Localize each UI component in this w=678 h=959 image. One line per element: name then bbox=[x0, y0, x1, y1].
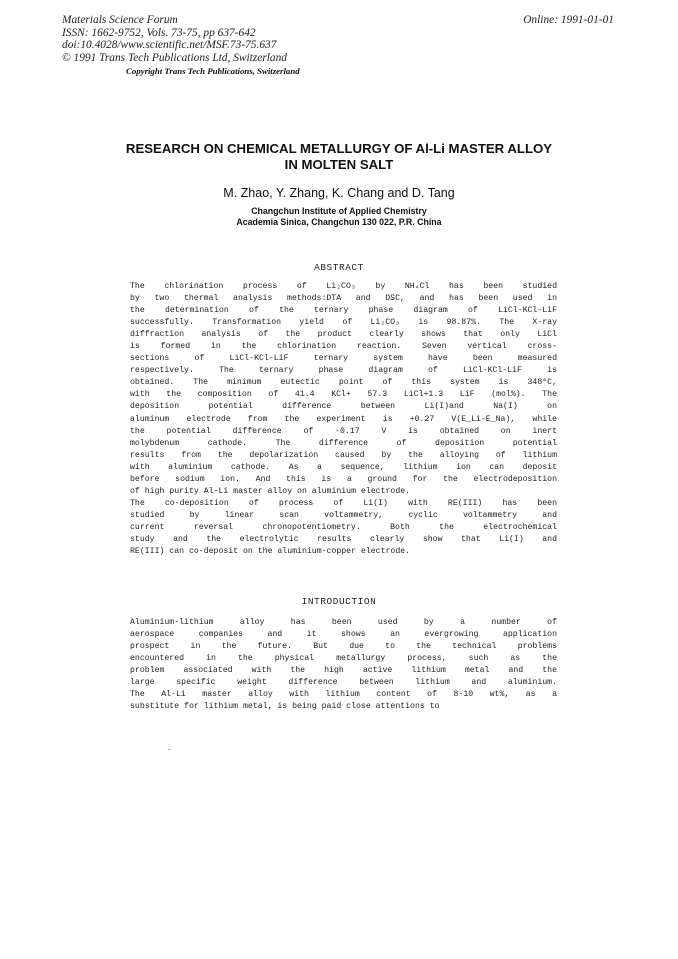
text-line: respectively. The ternary phase diagram of LiCl-KCl-LiF is bbox=[130, 366, 557, 376]
affiliation-address: Academia Sinica, Changchun 130 022, P.R. China bbox=[236, 217, 442, 227]
text-line: studied by linear scan voltammetry, cyclic voltammetry and bbox=[130, 510, 557, 520]
text-line: The co-deposition of process of Li(I) with RE(III) has been bbox=[130, 498, 557, 508]
text-line: molybdenum cathode. The difference of deposition potential bbox=[130, 438, 557, 448]
copyright-stamp: Copyright Trans Tech Publications, Switzerland bbox=[126, 66, 300, 76]
paper-title bbox=[60, 141, 618, 173]
text-line: prospect in the future. But due to the technical problems bbox=[130, 642, 557, 652]
journal-name: Materials Science Forum bbox=[62, 14, 178, 26]
text-line: substitute for lithium metal, is being paid close attentions to bbox=[130, 702, 440, 712]
text-line: results from the depolarization caused by the alloying of lithium bbox=[130, 450, 557, 460]
abstract-body bbox=[130, 281, 557, 558]
title-line: IN MOLTEN SALT bbox=[284, 157, 394, 172]
introduction-heading: INTRODUCTION bbox=[301, 596, 377, 607]
text-line: large specific weight difference between lithium and aluminium. bbox=[130, 678, 557, 688]
text-line: deposition potential difference between Li(I)and Na(I) on bbox=[130, 402, 557, 412]
text-line: with the composition of 41.4 KCl+ 57.3 LiCl+1.3 LiF (mol%). The bbox=[130, 390, 557, 400]
text-line: Aluminium-lithium alloy has been used by a number of bbox=[130, 618, 557, 627]
publisher-copyright: © 1991 Trans Tech Publications Ltd, Switzerland bbox=[62, 51, 287, 64]
abstract-heading: ABSTRACT bbox=[314, 262, 364, 273]
text-line: the potential difference of -0.17 V is obtained on inert bbox=[130, 426, 557, 436]
text-line: with aluminium cathode. As a sequence, lithium ion can deposit bbox=[130, 462, 557, 472]
text-line: The chlorination process of Li₂CO₃ by NH₄Cl has been studied bbox=[130, 282, 557, 291]
affiliation-institute: Changchun Institute of Applied Chemistry bbox=[251, 206, 427, 216]
online-date: Online: 1991-01-01 bbox=[523, 14, 614, 26]
text-line: current reversal chronopotentiometry. Both the electrochemical bbox=[130, 522, 557, 532]
text-line: obtained. The minimum eutectic point of this system is 348°C, bbox=[130, 378, 557, 388]
doi-link[interactable]: doi:10.4028/www.scientific.net/MSF.73-75.637 bbox=[62, 39, 277, 52]
text-line: encountered in the physical metallurgy process, such as the bbox=[130, 654, 557, 664]
text-line: before sodium ion. And this is a ground for the electrodeposition bbox=[130, 474, 557, 484]
text-line: the determination of the ternary phase diagram of LiCl-KCl-LiF bbox=[130, 306, 557, 316]
paper-authors: M. Zhao, Y. Zhang, K. Chang and D. Tang bbox=[223, 186, 455, 200]
text-line: problem associated with the high active lithium metal and the bbox=[130, 666, 557, 676]
text-line: of high purity Al-Li master alloy on aluminium electrode. bbox=[130, 486, 411, 496]
scan-speck bbox=[168, 749, 171, 750]
text-line: is formed in the chlorination reaction. Seven vertical cross- bbox=[130, 342, 557, 352]
text-line: The Al-Li master alloy with lithium content of 8-10 wt%, as a bbox=[130, 690, 557, 700]
text-line: successfully. Transformation yield of Li₂CO₃ is 98.87%. The X-ray bbox=[130, 318, 557, 328]
text-line: study and the electrolytic results clearly show that Li(I) and bbox=[130, 534, 557, 544]
text-line: by two thermal analysis methods:DTA and DSC, and has been used in bbox=[130, 294, 557, 304]
text-line: diffraction analysis of the product clearly shows that only LiCl bbox=[130, 330, 557, 340]
text-line: sections of LiCl-KCl-LiF ternary system have been measured bbox=[130, 354, 557, 364]
title-line: RESEARCH ON CHEMICAL METALLURGY OF Al-Li MASTER ALLOY bbox=[125, 141, 553, 156]
text-line: aerospace companies and it shows an evergrowing application bbox=[130, 630, 557, 640]
text-line: aluminum electrode from the experiment is +0.27 V(E_Li-E_Na), while bbox=[130, 414, 557, 424]
issn-volume: ISSN: 1662-9752, Vols. 73-75, pp 637-642 bbox=[62, 26, 256, 39]
introduction-body bbox=[130, 617, 557, 713]
text-line: RE(III) can co-deposit on the aluminium-copper electrode. bbox=[130, 547, 411, 557]
